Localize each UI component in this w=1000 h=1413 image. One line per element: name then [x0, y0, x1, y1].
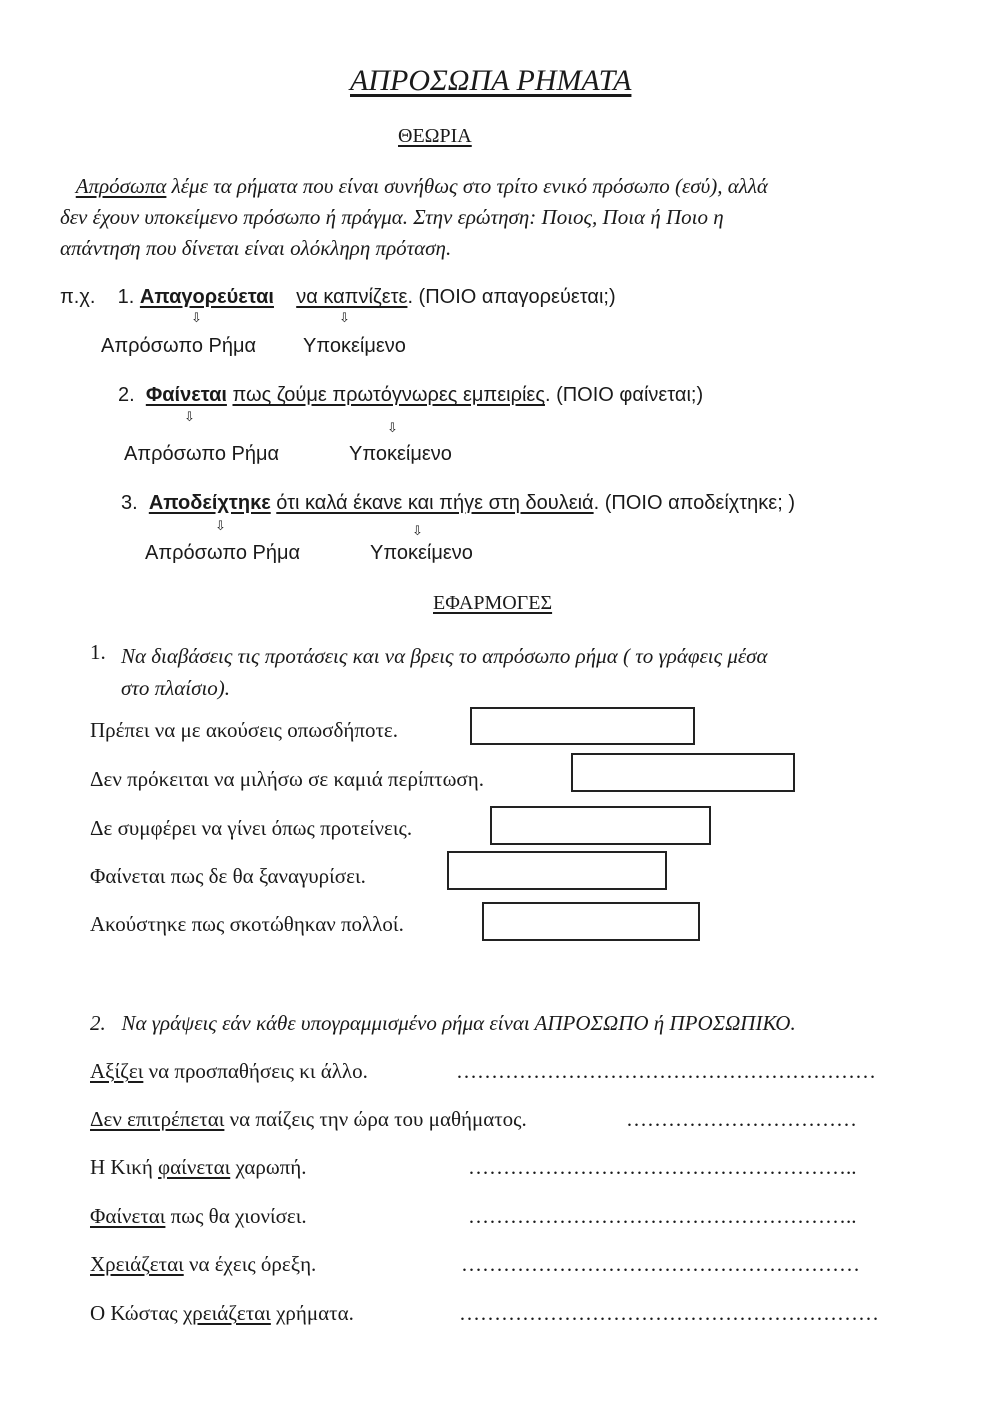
example-question: . (ΠΟΙΟ αποδείχτηκε; ) [593, 492, 795, 514]
answer-dots[interactable]: ……………………………………………….. [468, 1155, 857, 1179]
exercise-1-sentence: Ακούστηκε πως σκοτώθηκαν πολλοί. [90, 912, 404, 936]
down-arrow-icon: ⇩ [339, 311, 350, 326]
answer-dots[interactable]: ……………………………………………….. [468, 1204, 857, 1228]
item-text-after: να προσπαθήσεις κι άλλο. [143, 1059, 368, 1083]
item-text-after: χρήματα. [270, 1301, 354, 1325]
example-number: 1. [117, 286, 135, 308]
exercise-2-instruction [90, 1011, 796, 1036]
answer-dots[interactable]: …………………………… [626, 1107, 857, 1131]
down-arrow-icon: ⇩ [184, 410, 195, 425]
theory-paragraph [60, 171, 940, 264]
answer-dots[interactable]: …………………………………………………… [459, 1301, 879, 1325]
answer-box[interactable] [490, 806, 711, 845]
subject-label: Υποκείμενο [303, 335, 406, 357]
exercise-1-instruction [121, 640, 768, 704]
instruction-line-1: Να διαβάσεις τις προτάσεις και να βρεις το απρόσωπο ρήμα ( το γράφεις μέσα [121, 644, 768, 668]
item-text-after: να έχεις όρεξη. [183, 1252, 317, 1276]
verb-label: Απρόσωπο Ρήμα [101, 335, 257, 357]
exercises-heading: ΕΦΑΡΜΟΓΕΣ [433, 592, 553, 614]
answer-box[interactable] [482, 902, 700, 941]
exercise-1-sentence: Φαίνεται πως δε θα ξαναγυρίσει. [90, 864, 366, 888]
exercise-1-sentence: Δεν πρόκειται να μιλήσω σε καμιά περίπτωση. [90, 767, 484, 791]
subject-label: Υποκείμενο [370, 542, 473, 564]
example-number: 3. [121, 492, 138, 514]
example-1 [60, 286, 616, 309]
example-question: . (ΠΟΙΟ φαίνεται;) [544, 384, 704, 406]
exercise-2-item [90, 1107, 527, 1132]
answer-box[interactable] [447, 851, 667, 890]
theory-line1-rest: λέμε τα ρήματα που είναι συνήθως στο τρίτο ενικό πρόσωπο (εσύ), αλλά [166, 174, 768, 198]
exercise-1-sentence: Δε συμφέρει να γίνει όπως προτείνεις. [90, 816, 413, 840]
down-arrow-icon: ⇩ [215, 519, 226, 534]
exercise-2-item [90, 1252, 316, 1277]
exercise-1-sentence: Πρέπει να με ακούσεις οπωσδήποτε. [90, 718, 398, 742]
example-2 [118, 384, 703, 407]
exercise-2-item [90, 1155, 306, 1180]
item-text-after: να παίζεις την ώρα του μαθήματος. [224, 1107, 527, 1131]
verb-label: Απρόσωπο Ρήμα [145, 542, 301, 564]
answer-dots[interactable]: …………………………………………………… [456, 1059, 876, 1083]
underlined-verb: Αξίζει [90, 1059, 144, 1083]
exercise-2-item [90, 1059, 368, 1084]
example-3 [121, 492, 795, 515]
theory-lead-word: Απρόσωπα [75, 174, 167, 198]
answer-box[interactable] [571, 753, 795, 792]
underlined-verb: φαίνεται [158, 1155, 231, 1179]
down-arrow-icon: ⇩ [191, 311, 202, 326]
page-title: ΑΠΡΟΣΩΠΑ ΡΗΜΑΤΑ [350, 64, 632, 97]
theory-heading: ΘΕΩΡΙΑ [398, 125, 472, 147]
example-question: . (ΠΟΙΟ απαγορεύεται;) [407, 286, 616, 308]
example-verb: Αποδείχτηκε [148, 492, 271, 514]
example-number: 2. [118, 384, 135, 406]
down-arrow-icon: ⇩ [387, 421, 398, 436]
exercise-2-item [90, 1204, 307, 1229]
answer-dots[interactable]: ………………………………………………… [461, 1252, 860, 1276]
exercise-2-number: 2. [90, 1011, 106, 1035]
underlined-verb: Δεν επιτρέπεται [90, 1107, 225, 1131]
theory-line-2: δεν έχουν υποκείμενο πρόσωπο ή πράγμα. Στην ερώτηση: Ποιος, Ποια ή Ποιο η [60, 205, 724, 229]
theory-line-1 [60, 171, 940, 202]
item-text-after: χαρωπή. [230, 1155, 307, 1179]
answer-box[interactable] [470, 707, 695, 745]
item-text-after: πως θα χιονίσει. [165, 1204, 307, 1228]
example-subject: ότι καλά έκανε και πήγε στη δουλειά [276, 492, 594, 514]
item-text-before: Η Κική [90, 1155, 159, 1179]
example-verb: Φαίνεται [145, 384, 227, 406]
down-arrow-icon: ⇩ [412, 524, 423, 539]
subject-label: Υποκείμενο [349, 443, 452, 465]
verb-label: Απρόσωπο Ρήμα [124, 443, 280, 465]
item-text-before: Ο Κώστας [90, 1301, 183, 1325]
underlined-verb: Χρειάζεται [90, 1252, 184, 1276]
example-subject: πως ζούμε πρωτόγνωρες εμπειρίες [232, 384, 545, 406]
instruction-line-2: στο πλαίσιο). [121, 676, 231, 700]
instruction-text: Να γράψεις εάν κάθε υπογραμμισμένο ρήμα είναι ΑΠΡΟΣΩΠΟ ή ΠΡΟΣΩΠΙΚΟ. [121, 1011, 796, 1035]
underlined-verb: χρειάζεται [182, 1301, 271, 1325]
underlined-verb: Φαίνεται [90, 1204, 166, 1228]
example-verb: Απαγορεύεται [139, 286, 274, 308]
exercise-1-number: 1. [90, 640, 106, 664]
example-subject: να καπνίζετε [296, 286, 408, 308]
theory-line-3: απάντηση που δίνεται είναι ολόκληρη πρόταση. [60, 236, 452, 260]
exercise-2-item [90, 1301, 354, 1326]
example-prefix: π.χ. [60, 286, 96, 308]
